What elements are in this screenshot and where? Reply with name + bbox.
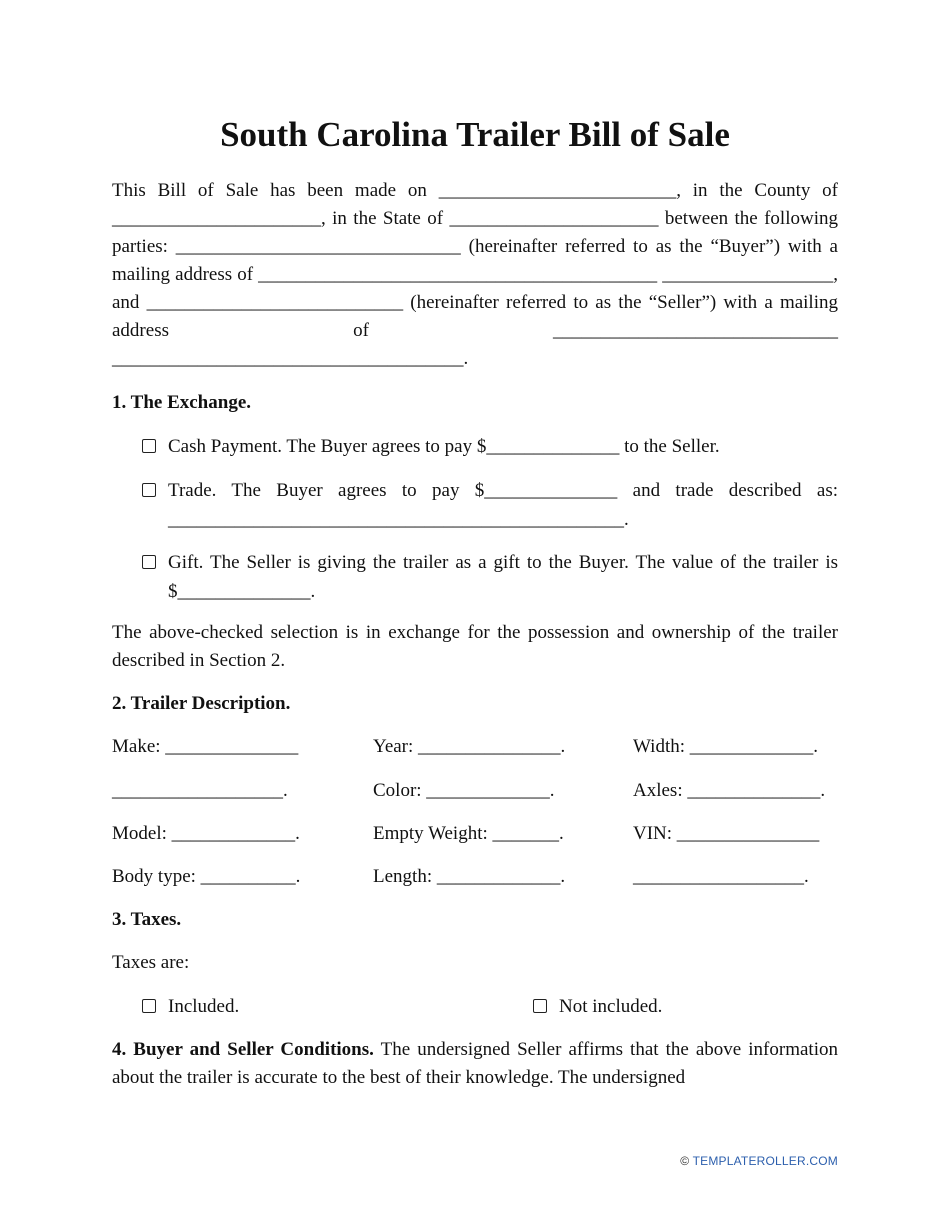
field-blank-2: __________________. (633, 866, 809, 887)
option-taxes-included[interactable] (142, 992, 442, 1021)
field-vin: VIN: _______________ (633, 823, 820, 844)
option-gift[interactable] (142, 548, 838, 606)
checkbox-icon[interactable] (142, 439, 156, 453)
footer-brand[interactable] (680, 1154, 838, 1168)
checkbox-icon[interactable] (142, 555, 156, 569)
option-label: Not included. (559, 996, 663, 1017)
exchange-note: The above-checked selection is in exchange for the possession and ownership of the trailer described in Section 2. (112, 622, 838, 671)
section-4-text: The undersigned Seller affirms that the above information about the trailer is accurate to the best of their knowledge. The undersigned (112, 1039, 838, 1088)
field-body-type: Body type: __________. (112, 866, 301, 887)
checkbox-icon[interactable] (142, 999, 156, 1013)
option-cash-payment[interactable] (142, 432, 838, 461)
checkbox-icon[interactable] (533, 999, 547, 1013)
intro-paragraph: This Bill of Sale has been made on _________________________, in the County of ______________________, in the State of ______________________ between the following parties: ______________________________ (hereinafter referred to as the “Buyer”) with a mailing address of __________________________________________ __________________, and ___________________________ (hereinafter referred to as the “Seller”) with a mailing address of ______________________________ _____________________________________. (112, 180, 838, 369)
brand-link[interactable]: TEMPLATEROLLER.COM (692, 1154, 838, 1168)
option-label: Cash Payment. The Buyer agrees to pay $______________ to the Seller. (168, 436, 720, 457)
field-model: Model: _____________. (112, 823, 300, 844)
document-title: South Carolina Trailer Bill of Sale (220, 115, 730, 154)
option-label: Included. (168, 996, 240, 1017)
option-trade[interactable] (142, 476, 838, 534)
checkbox-icon[interactable] (142, 483, 156, 497)
field-width: Width: _____________. (633, 736, 819, 757)
taxes-label: Taxes are: (112, 952, 190, 973)
copyright-symbol: © (680, 1154, 690, 1168)
field-empty-weight: Empty Weight: _______. (373, 823, 564, 844)
option-label: Trade. The Buyer agrees to pay $______________ and trade described as: ________________________________________________. (168, 480, 838, 530)
field-color: Color: _____________. (373, 780, 555, 801)
section-3-heading: 3. Taxes. (112, 909, 182, 930)
field-year: Year: _______________. (373, 736, 566, 757)
section-1-heading: 1. The Exchange. (112, 392, 252, 413)
field-length: Length: _____________. (373, 866, 566, 887)
section-4-heading: 4. Buyer and Seller Conditions. (112, 1039, 374, 1060)
option-label: Gift. The Seller is giving the trailer as a gift to the Buyer. The value of the trailer is $______________. (168, 552, 838, 602)
section-2-heading: 2. Trailer Description. (112, 693, 291, 714)
field-make: Make: ______________ (112, 736, 299, 757)
section-4-paragraph (112, 1036, 838, 1092)
option-taxes-not-included[interactable] (533, 992, 833, 1021)
field-blank-1: __________________. (112, 780, 288, 801)
field-axles: Axles: ______________. (633, 780, 826, 801)
